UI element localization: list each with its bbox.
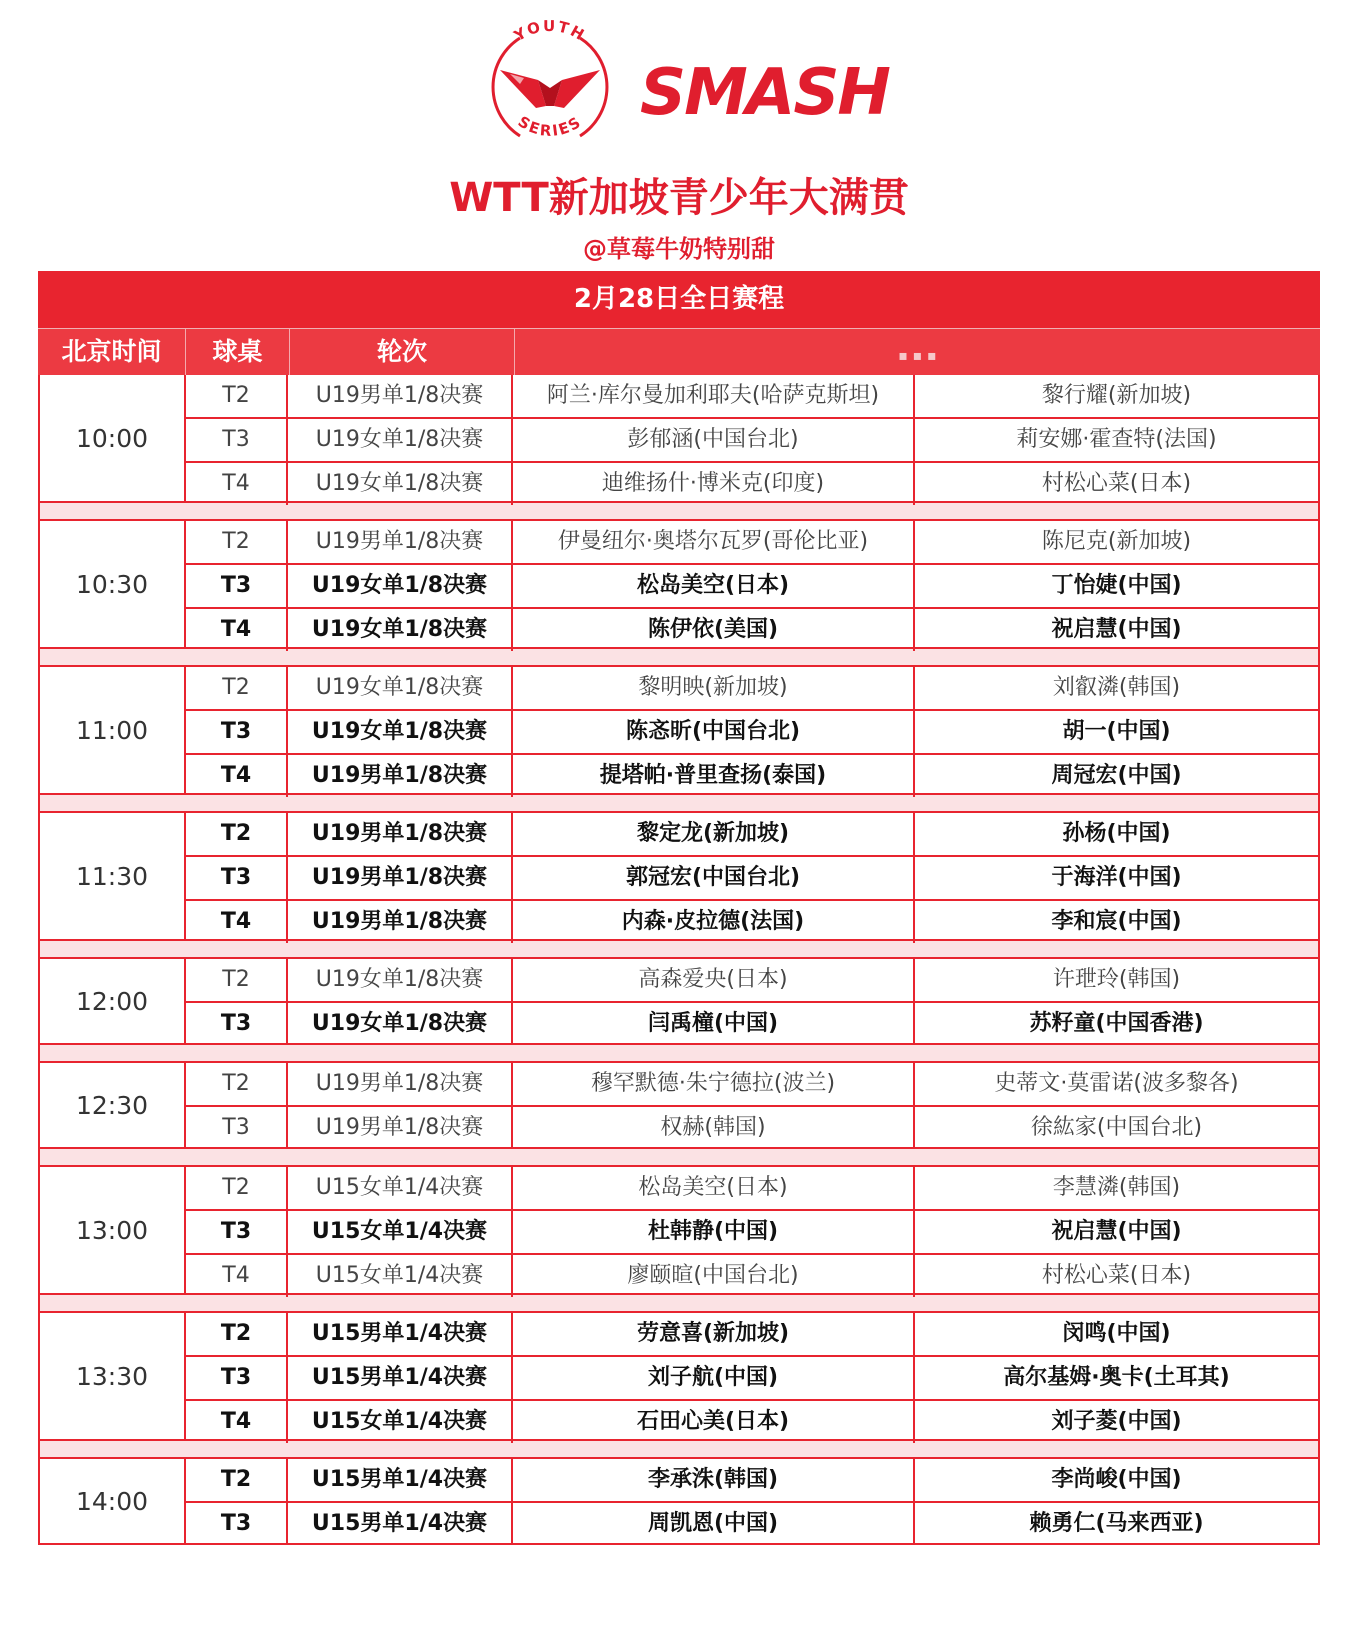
match-rows bbox=[186, 959, 1318, 1043]
match-table: T4 bbox=[186, 609, 288, 651]
time-slot-separator bbox=[38, 795, 1320, 813]
match-row bbox=[186, 755, 1318, 797]
match-row bbox=[186, 1063, 1318, 1107]
schedule-body bbox=[38, 375, 1320, 1545]
time-slot-group bbox=[38, 959, 1320, 1045]
header-round: 轮次 bbox=[290, 329, 515, 375]
match-round: U15女单1/4决赛 bbox=[288, 1255, 513, 1297]
match-table: T2 bbox=[186, 1167, 288, 1209]
match-rows bbox=[186, 1313, 1318, 1439]
match-round: U19男单1/8决赛 bbox=[288, 901, 513, 943]
player-two: 苏籽童(中国香港) bbox=[1029, 1011, 1204, 1036]
match-row bbox=[186, 1357, 1318, 1401]
player-two: 许玴玲(韩国) bbox=[1052, 967, 1181, 992]
match-row bbox=[186, 1401, 1318, 1443]
match-table: T4 bbox=[186, 1255, 288, 1297]
logo-arc-top-text: YOUTH bbox=[510, 16, 589, 45]
match-round: U19女单1/8决赛 bbox=[288, 463, 513, 505]
player-one: 松岛美空(日本) bbox=[513, 565, 915, 607]
match-round: U19男单1/8决赛 bbox=[288, 375, 513, 417]
time-slot-group bbox=[38, 667, 1320, 795]
player-two: 李慧潾(韩国) bbox=[1052, 1175, 1181, 1200]
match-table: T2 bbox=[186, 1063, 288, 1105]
player-one: 黎明映(新加坡) bbox=[513, 667, 915, 709]
match-row bbox=[186, 711, 1318, 755]
time-slot-label: 12:30 bbox=[40, 1063, 186, 1147]
match-row bbox=[186, 1003, 1318, 1045]
page-subtitle: @草莓牛奶特别甜 bbox=[583, 235, 775, 263]
player-two: 刘子菱(中国) bbox=[1051, 1409, 1182, 1434]
player-two: 莉安娜·霍查特(法国) bbox=[1016, 427, 1217, 452]
match-rows bbox=[186, 813, 1318, 939]
match-round: U19女单1/8决赛 bbox=[288, 609, 513, 651]
player-two: 丁怡婕(中国) bbox=[1051, 573, 1182, 598]
time-slot-separator bbox=[38, 941, 1320, 959]
player-one: 内森·皮拉德(法国) bbox=[513, 901, 915, 943]
player-one: 迪维扬什·博米克(印度) bbox=[513, 463, 915, 505]
player-one: 陈伊依(美国) bbox=[513, 609, 915, 651]
time-slot-label: 13:30 bbox=[40, 1313, 186, 1439]
match-round: U19女单1/8决赛 bbox=[288, 711, 513, 753]
player-two: 史蒂文·莫雷诺(波多黎各) bbox=[994, 1071, 1239, 1096]
player-two: 黎行耀(新加坡) bbox=[1041, 383, 1192, 408]
logo-arc-bottom-text: SERIES bbox=[514, 112, 586, 141]
player-two: 孙杨(中国) bbox=[1062, 821, 1171, 846]
match-round: U15女单1/4决赛 bbox=[288, 1211, 513, 1253]
time-slot-label: 11:30 bbox=[40, 813, 186, 939]
player-two: 赖勇仁(马来西亚) bbox=[1029, 1511, 1204, 1536]
match-table: T3 bbox=[186, 711, 288, 753]
time-slot-separator bbox=[38, 649, 1320, 667]
svg-text:SERIES bbox=[515, 112, 586, 140]
match-row bbox=[186, 901, 1318, 943]
match-table: T3 bbox=[186, 1503, 288, 1545]
match-table: T4 bbox=[186, 463, 288, 505]
match-round: U19女单1/8决赛 bbox=[288, 959, 513, 1001]
time-slot-group bbox=[38, 1313, 1320, 1441]
player-one: 伊曼纽尔·奥塔尔瓦罗(哥伦比亚) bbox=[513, 521, 915, 563]
header-players-dots: ▪ ▪ ▪ bbox=[898, 348, 937, 364]
match-round: U19男单1/8决赛 bbox=[288, 521, 513, 563]
player-one: 郭冠宏(中国台北) bbox=[513, 857, 915, 899]
time-slot-group bbox=[38, 375, 1320, 503]
player-two: 祝启慧(中国) bbox=[1051, 617, 1182, 642]
time-slot-separator bbox=[38, 1295, 1320, 1313]
match-row bbox=[186, 667, 1318, 711]
player-one: 闫禹橦(中国) bbox=[513, 1003, 915, 1045]
match-table: T3 bbox=[186, 857, 288, 899]
time-slot-group bbox=[38, 1459, 1320, 1545]
match-row bbox=[186, 1107, 1318, 1149]
match-row bbox=[186, 1313, 1318, 1357]
match-row bbox=[186, 1503, 1318, 1545]
match-round: U15男单1/4决赛 bbox=[288, 1313, 513, 1355]
table-header-row bbox=[38, 328, 1320, 375]
match-row bbox=[186, 1167, 1318, 1211]
match-table: T2 bbox=[186, 375, 288, 417]
match-row bbox=[186, 463, 1318, 505]
time-slot-label: 10:00 bbox=[40, 375, 186, 501]
header-players bbox=[515, 329, 1320, 375]
match-round: U15男单1/4决赛 bbox=[288, 1459, 513, 1501]
match-table: T2 bbox=[186, 521, 288, 563]
match-rows bbox=[186, 375, 1318, 501]
match-row bbox=[186, 857, 1318, 901]
player-one: 李承洙(韩国) bbox=[513, 1459, 915, 1501]
time-slot-separator bbox=[38, 503, 1320, 521]
time-slot-separator bbox=[38, 1441, 1320, 1459]
player-one: 提塔帕·普里查扬(泰国) bbox=[513, 755, 915, 797]
header-logo bbox=[0, 0, 1358, 170]
header-table: 球桌 bbox=[186, 329, 290, 375]
match-round: U19男单1/8决赛 bbox=[288, 813, 513, 855]
player-one: 陈忞昕(中国台北) bbox=[513, 711, 915, 753]
match-row bbox=[186, 1211, 1318, 1255]
player-two: 刘叡潾(韩国) bbox=[1052, 675, 1181, 700]
player-one: 廖颐暄(中国台北) bbox=[513, 1255, 915, 1297]
player-two: 周冠宏(中国) bbox=[1051, 763, 1182, 788]
match-round: U19女单1/8决赛 bbox=[288, 419, 513, 461]
match-table: T3 bbox=[186, 419, 288, 461]
svg-text:YOUTH bbox=[510, 17, 589, 45]
player-two: 李尚峻(中国) bbox=[1051, 1467, 1182, 1492]
player-one: 穆罕默德·朱宁德拉(波兰) bbox=[513, 1063, 915, 1105]
time-slot-group bbox=[38, 813, 1320, 941]
match-rows bbox=[186, 521, 1318, 647]
time-slot-separator bbox=[38, 1149, 1320, 1167]
match-rows bbox=[186, 1459, 1318, 1543]
match-round: U19女单1/8决赛 bbox=[288, 1003, 513, 1045]
match-row bbox=[186, 521, 1318, 565]
player-one: 权赫(韩国) bbox=[513, 1107, 915, 1149]
player-one: 高森爱央(日本) bbox=[513, 959, 915, 1001]
player-one: 彭郁涵(中国台北) bbox=[513, 419, 915, 461]
player-one: 阿兰·库尔曼加利耶夫(哈萨克斯坦) bbox=[513, 375, 915, 417]
match-table: T4 bbox=[186, 755, 288, 797]
match-round: U19女单1/8决赛 bbox=[288, 667, 513, 709]
schedule-table bbox=[38, 271, 1320, 1545]
match-round: U15男单1/4决赛 bbox=[288, 1503, 513, 1545]
match-row bbox=[186, 959, 1318, 1003]
page-title: WTT新加坡青少年大满贯 bbox=[449, 175, 909, 221]
player-two: 于海洋(中国) bbox=[1051, 865, 1182, 890]
match-table: T2 bbox=[186, 1459, 288, 1501]
match-row bbox=[186, 813, 1318, 857]
player-two: 李和宸(中国) bbox=[1051, 909, 1182, 934]
smash-wordmark: SMASH bbox=[640, 56, 889, 130]
player-two: 徐紘家(中国台北) bbox=[1030, 1115, 1203, 1140]
time-slot-label: 14:00 bbox=[40, 1459, 186, 1543]
match-table: T3 bbox=[186, 1003, 288, 1045]
match-round: U19女单1/8决赛 bbox=[288, 565, 513, 607]
player-one: 松岛美空(日本) bbox=[513, 1167, 915, 1209]
match-table: T3 bbox=[186, 565, 288, 607]
match-row bbox=[186, 375, 1318, 419]
match-round: U19男单1/8决赛 bbox=[288, 1063, 513, 1105]
header-time: 北京时间 bbox=[38, 329, 186, 375]
match-round: U19男单1/8决赛 bbox=[288, 857, 513, 899]
time-slot-label: 12:00 bbox=[40, 959, 186, 1043]
match-table: T2 bbox=[186, 1313, 288, 1355]
player-two: 村松心菜(日本) bbox=[1041, 1263, 1192, 1288]
player-one: 石田心美(日本) bbox=[513, 1401, 915, 1443]
match-round: U19男单1/8决赛 bbox=[288, 755, 513, 797]
player-two: 胡一(中国) bbox=[1062, 719, 1171, 744]
match-table: T2 bbox=[186, 959, 288, 1001]
time-slot-group bbox=[38, 1167, 1320, 1295]
match-table: T2 bbox=[186, 813, 288, 855]
match-row bbox=[186, 419, 1318, 463]
time-slot-group bbox=[38, 1063, 1320, 1149]
time-slot-group bbox=[38, 521, 1320, 649]
match-round: U15男单1/4决赛 bbox=[288, 1357, 513, 1399]
match-row bbox=[186, 565, 1318, 609]
match-table: T3 bbox=[186, 1211, 288, 1253]
match-round: U19男单1/8决赛 bbox=[288, 1107, 513, 1149]
player-two: 村松心菜(日本) bbox=[1041, 471, 1192, 496]
time-slot-label: 13:00 bbox=[40, 1167, 186, 1293]
player-one: 杜韩静(中国) bbox=[513, 1211, 915, 1253]
player-two: 陈尼克(新加坡) bbox=[1041, 529, 1192, 554]
time-slot-label: 10:30 bbox=[40, 521, 186, 647]
time-slot-separator bbox=[38, 1045, 1320, 1063]
match-row bbox=[186, 609, 1318, 651]
match-round: U15女单1/4决赛 bbox=[288, 1167, 513, 1209]
match-table: T3 bbox=[186, 1357, 288, 1399]
match-rows bbox=[186, 667, 1318, 793]
match-row bbox=[186, 1255, 1318, 1297]
player-one: 黎定龙(新加坡) bbox=[513, 813, 915, 855]
match-table: T3 bbox=[186, 1107, 288, 1149]
player-one: 刘子航(中国) bbox=[513, 1357, 915, 1399]
match-row bbox=[186, 1459, 1318, 1503]
player-one: 周凯恩(中国) bbox=[513, 1503, 915, 1545]
player-one: 劳意喜(新加坡) bbox=[513, 1313, 915, 1355]
player-two: 闵鸣(中国) bbox=[1062, 1321, 1171, 1346]
player-two: 祝启慧(中国) bbox=[1051, 1219, 1182, 1244]
time-slot-label: 11:00 bbox=[40, 667, 186, 793]
match-rows bbox=[186, 1063, 1318, 1147]
match-table: T2 bbox=[186, 667, 288, 709]
schedule-banner: 2月28日全日赛程 bbox=[38, 271, 1320, 328]
wtt-youth-logo-icon bbox=[480, 8, 620, 158]
match-rows bbox=[186, 1167, 1318, 1293]
match-round: U15女单1/4决赛 bbox=[288, 1401, 513, 1443]
match-table: T4 bbox=[186, 901, 288, 943]
player-two: 高尔基姆·奥卡(土耳其) bbox=[1003, 1365, 1230, 1390]
match-table: T4 bbox=[186, 1401, 288, 1443]
